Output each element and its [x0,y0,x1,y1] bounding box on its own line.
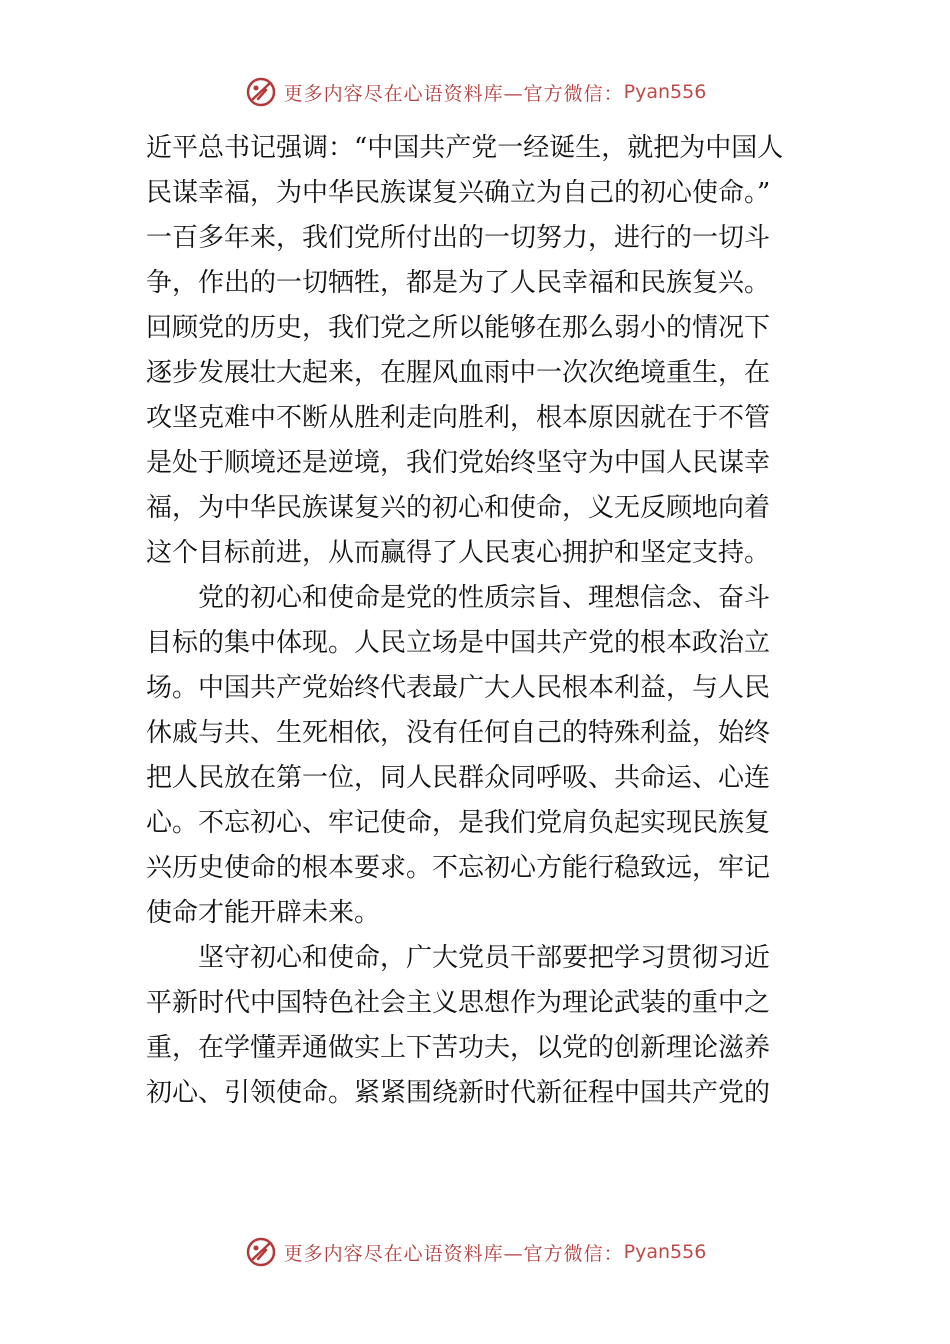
text-line: 这个目标前进，从而赢得了人民衷心拥护和坚定支持。 [146,538,771,568]
text-line: 平新时代中国特色社会主义思想作为理论武装的重中之 [146,988,771,1018]
text-line: 逐步发展壮大起来，在腥风血雨中一次次绝境重生，在 [146,358,771,388]
text-line: 兴历史使命的根本要求。不忘初心方能行稳致远，牢记 [146,853,771,883]
text-line: 休戚与共、生死相依，没有任何自己的特殊利益，始终 [146,718,771,748]
watermark-text: 更多内容尽在心语资料库—官方微信： [283,82,624,105]
text-line: 初心、引领使命。紧紧围绕新时代新征程中国共产党的 [146,1078,771,1108]
text-line: 目标的集中体现。人民立场是中国共产党的根本政治立 [146,628,771,658]
watermark-text: 更多内容尽在心语资料库—官方微信： [283,1242,624,1265]
text-line: 重，在学懂弄通做实上下苦功夫，以党的创新理论滋养 [146,1033,771,1063]
text-line: 争，作出的一切牺牲，都是为了人民幸福和民族复兴。 [146,268,771,298]
header-watermark [0,72,950,112]
watermark-wechat-id: Pyan556 [623,81,707,103]
text-line: 民谋幸福，为中华民族谋复兴确立为自己的初心使命。” [146,178,771,208]
watermark-wechat-id: Pyan556 [623,1241,707,1263]
text-line: 回顾党的历史，我们党之所以能够在那么弱小的情况下 [146,313,771,343]
document-body [146,126,818,1116]
brand-logo-icon [244,75,278,109]
text-line: 一百多年来，我们党所付出的一切努力，进行的一切斗 [146,223,771,253]
text-line: 党的初心和使命是党的性质宗旨、理想信念、奋斗 [146,583,771,613]
text-line: 场。中国共产党始终代表最广大人民根本利益，与人民 [146,673,771,703]
text-line: 近平总书记强调：“中国共产党一经诞生，就把为中国人 [146,133,784,163]
text-line: 是处于顺境还是逆境，我们党始终坚守为中国人民谋幸 [146,448,771,478]
text-line: 福，为中华民族谋复兴的初心和使命，义无反顾地向着 [146,493,771,523]
text-line: 把人民放在第一位，同人民群众同呼吸、共命运、心连 [146,763,771,793]
text-line: 心。不忘初心、牢记使命，是我们党肩负起实现民族复 [146,808,771,838]
footer-watermark [0,1232,950,1272]
text-line: 攻坚克难中不断从胜利走向胜利，根本原因就在于不管 [146,403,771,433]
brand-logo-icon [244,1235,278,1269]
text-line: 使命才能开辟未来。 [146,898,381,928]
text-line: 坚守初心和使命，广大党员干部要把学习贯彻习近 [146,943,771,973]
